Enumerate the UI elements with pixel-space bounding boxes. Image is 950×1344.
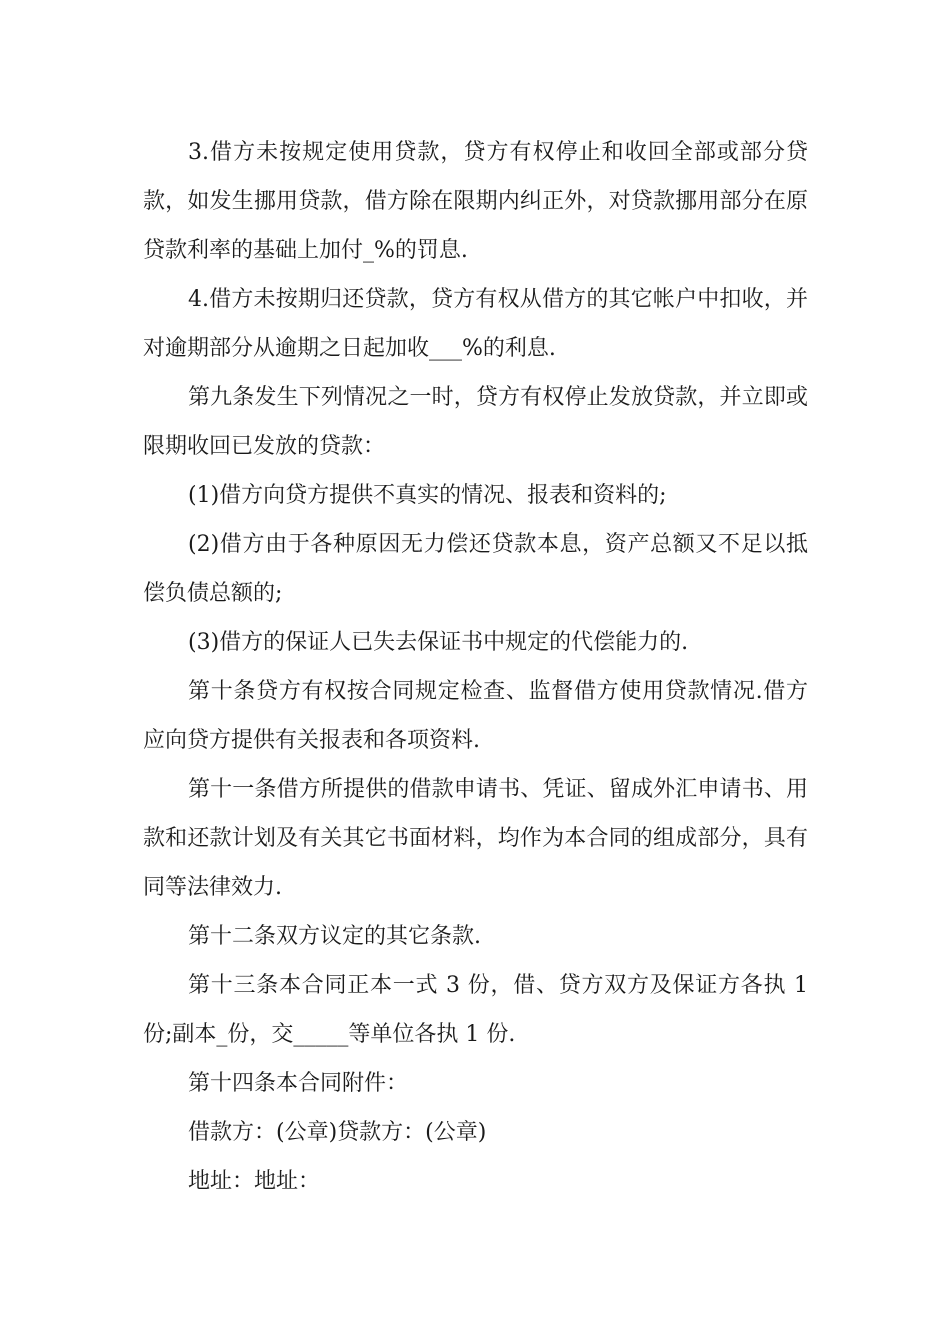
article-9-item-1: (1)借方向贷方提供不真实的情况、报表和资料的; [188, 483, 667, 508]
article-12: 第十二条双方议定的其它条款. [188, 924, 481, 949]
article-11: 第十一条借方所提供的借款申请书、凭证、留成外汇申请书、用款和还款计划及有关其它书面材料，均作为本合同的组成部分，具有同等法律效力. [143, 777, 808, 900]
article-9-intro: 第九条发生下列情况之一时，贷方有权停止发放贷款，并立即或限期收回已发放的贷款： [143, 385, 808, 459]
article-14: 第十四条本合同附件： [188, 1071, 409, 1096]
article-9-item-3: (3)借方的保证人已失去保证书中规定的代偿能力的. [188, 630, 689, 655]
address-line: 地址：地址： [188, 1169, 321, 1194]
clause-3-misuse-penalty: 3.借方未按规定使用贷款，贷方有权停止和收回全部或部分贷款，如发生挪用贷款，借方除在限期内纠正外，对贷款挪用部分在原贷款利率的基础上加付_%的罚息. [143, 140, 808, 263]
article-10: 第十条贷方有权按合同规定检查、监督借方使用贷款情况.借方应向贷方提供有关报表和各项资料. [143, 679, 808, 753]
document-body [143, 128, 808, 1206]
clause-4-overdue-interest: 4.借方未按期归还贷款，贷方有权从借方的其它帐户中扣收，并对逾期部分从逾期之日起加收___%的利息. [143, 287, 808, 361]
article-9-item-2: (2)借方由于各种原因无力偿还贷款本息，资产总额又不足以抵偿负债总额的; [143, 532, 808, 606]
article-13: 第十三条本合同正本一式 3 份，借、贷方双方及保证方各执 1 份;副本_份，交_____等单位各执 1 份. [143, 973, 808, 1047]
signature-parties-line: 借款方：(公章)贷款方：(公章) [188, 1120, 487, 1145]
